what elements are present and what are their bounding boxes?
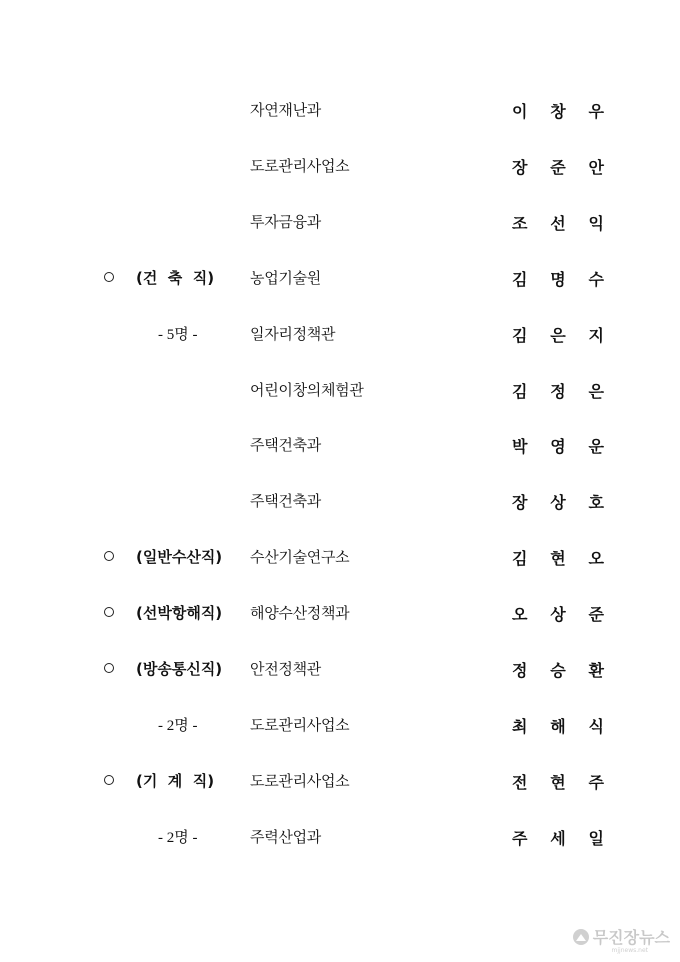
person-name [512,434,604,457]
personnel-row [0,431,680,461]
name-char: 해 [550,716,566,736]
personnel-row [0,487,680,517]
watermark-text: 무진장뉴스 [592,928,670,947]
name-char: 정 [550,381,566,401]
headcount: - 5명 - [158,326,198,343]
mountain-logo-icon [573,929,589,945]
department: 농업기술원 [250,268,321,287]
name-char: 김 [512,269,528,289]
personnel-row [0,376,680,406]
personnel-row [0,711,680,741]
job-category: (선박항해직) [136,604,223,623]
name-char: 현 [550,549,566,569]
department: 도로관리사업소 [250,771,350,790]
person-name [512,323,604,346]
name-char: 일 [588,828,604,848]
name-char: 은 [550,325,566,345]
person-name [512,658,604,681]
name-char: 오 [588,549,604,569]
job-category: (일반수산직) [136,548,223,567]
job-category: (기 계 직) [136,771,215,790]
name-char: 창 [550,102,566,121]
name-char: 오 [512,605,528,625]
name-char: 선 [550,213,566,233]
personnel-row [0,599,680,629]
name-char: 준 [588,605,604,625]
name-char: 수 [588,269,604,289]
name-char: 주 [588,772,604,792]
department: 도로관리사업소 [250,715,350,734]
person-name [512,546,604,569]
name-char: 영 [550,437,566,457]
name-char: 주 [512,828,528,848]
name-char: 지 [588,325,604,345]
personnel-row [0,543,680,573]
department: 해양수산정책과 [250,604,350,623]
person-name [512,826,604,849]
bullet-circle-icon [104,775,114,785]
job-category: (방송통신직) [136,660,223,678]
person-name [512,379,604,402]
name-char: 준 [550,157,566,177]
person-name [512,490,604,513]
department: 안전정책관 [250,660,321,678]
watermark-subtext: mjjnews.net [611,947,648,954]
name-char: 익 [588,213,604,233]
name-char: 우 [588,102,604,121]
name-char: 식 [588,716,604,736]
department: 주력산업과 [250,827,321,846]
name-char: 세 [550,828,566,848]
bullet-circle-icon [104,663,114,673]
name-char: 안 [588,157,604,177]
person-name [512,267,604,290]
name-char: 상 [550,493,566,513]
name-char: 박 [512,437,528,457]
name-char: 장 [512,157,528,177]
name-char: 환 [588,661,604,680]
person-name [512,770,604,793]
personnel-row [0,655,680,685]
department: 어린이창의체험관 [250,380,364,399]
name-char: 호 [588,493,604,513]
person-name [512,99,604,122]
name-char: 현 [550,772,566,792]
personnel-row [0,320,680,350]
person-name [512,602,604,625]
bullet-circle-icon [104,272,114,282]
person-name [512,714,604,737]
person-name [512,211,604,234]
personnel-row [0,96,680,126]
personnel-row [0,264,680,294]
department: 주택건축과 [250,436,321,455]
bullet-circle-icon [104,607,114,617]
name-char: 정 [512,661,528,680]
name-char: 승 [550,661,566,680]
name-char: 조 [512,213,528,233]
personnel-row [0,152,680,182]
job-category: (건 축 직) [136,268,215,287]
name-char: 이 [512,102,528,121]
department: 수산기술연구소 [250,548,350,567]
personnel-row [0,767,680,797]
personnel-row [0,208,680,238]
name-char: 은 [588,381,604,401]
person-name [512,155,604,178]
name-char: 김 [512,381,528,401]
department: 일자리정책관 [250,324,336,343]
bullet-circle-icon [104,551,114,561]
department: 자연재난과 [250,101,321,119]
headcount: - 2명 - [158,717,198,734]
name-char: 운 [588,437,604,457]
headcount: - 2명 - [158,829,198,846]
department: 투자금융과 [250,212,321,231]
name-char: 명 [550,269,566,289]
name-char: 김 [512,325,528,345]
watermark [573,925,670,954]
personnel-row [0,823,680,853]
name-char: 김 [512,549,528,569]
name-char: 전 [512,772,528,792]
department: 도로관리사업소 [250,156,350,175]
name-char: 장 [512,493,528,513]
name-char: 최 [512,716,528,736]
name-char: 상 [550,605,566,625]
department: 주택건축과 [250,492,321,511]
